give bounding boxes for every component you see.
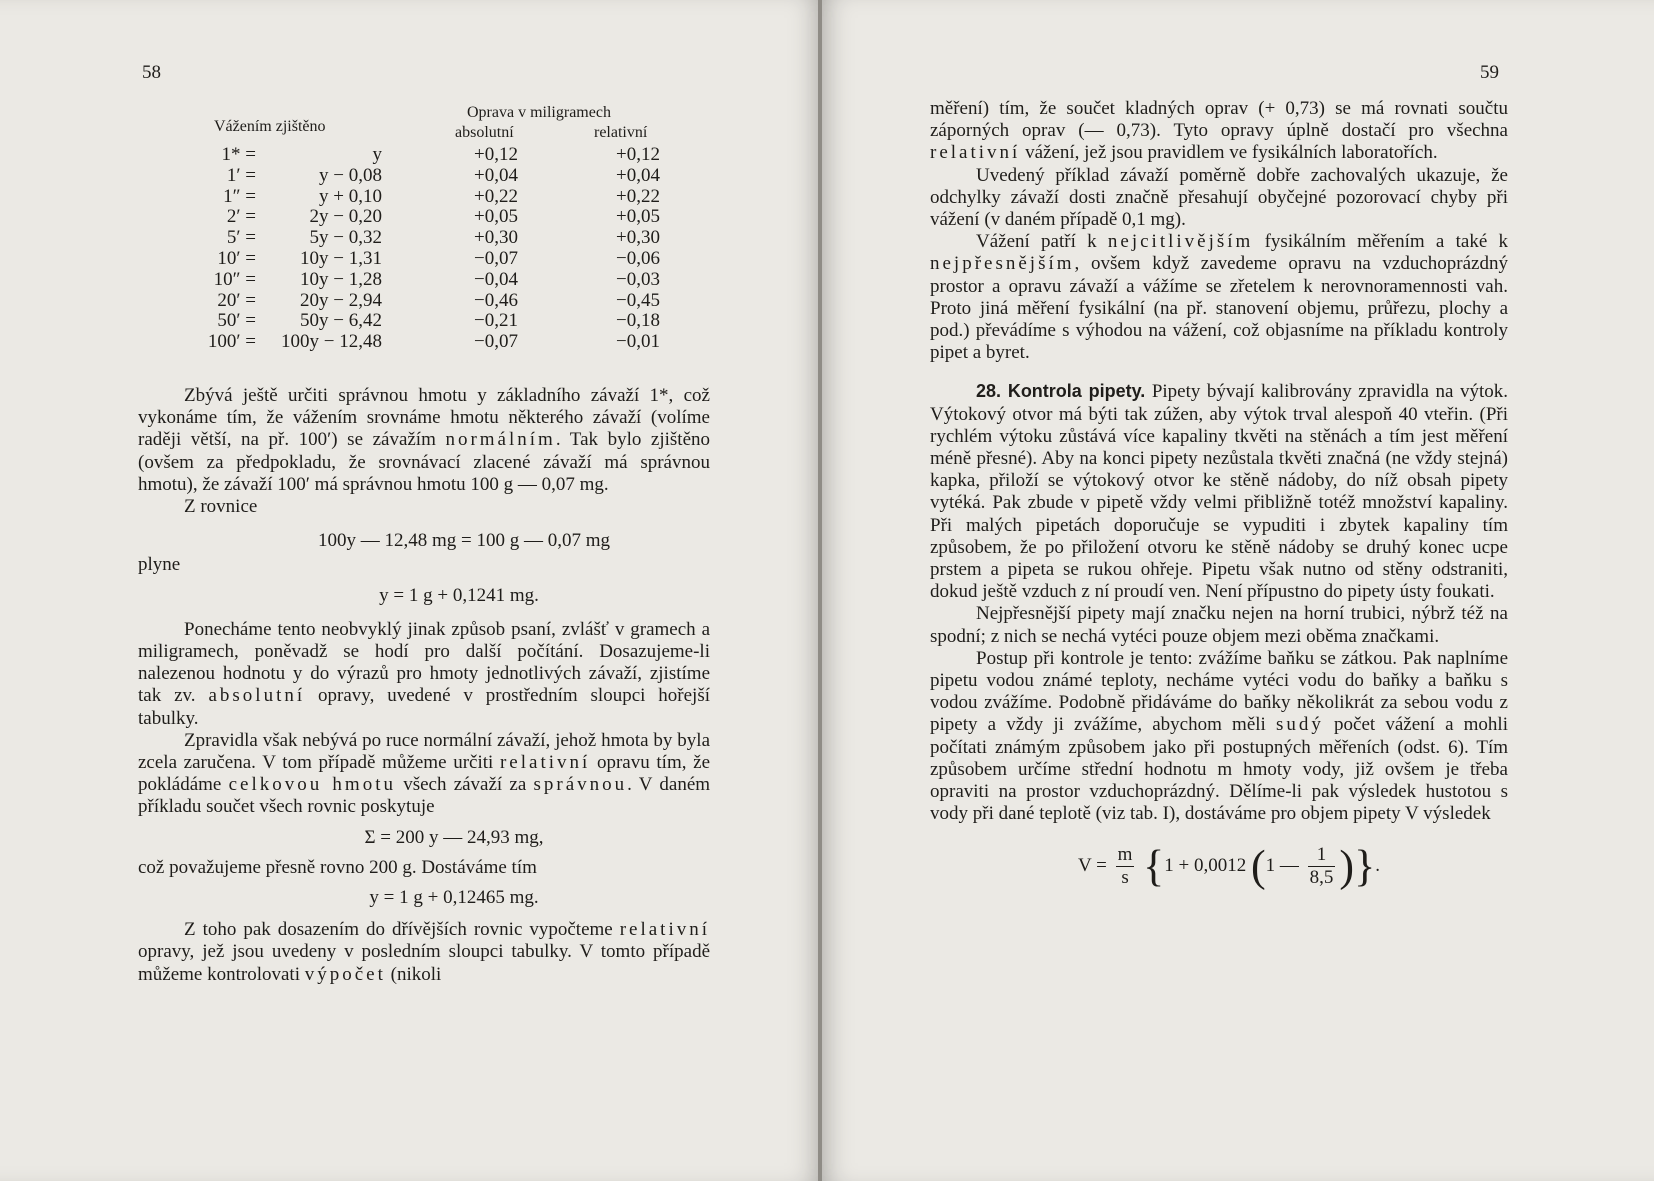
paragraph: Ponecháme tento neobvyklý jinak způsob psaní, zvlášť v gramech a miligramech, poněvadž se hodí pro další počítání. Dosazujeme-li nalezenou hodnotu y do výrazů pro hmoty jednotlivých závaží, zjistíme tak zv. absolutní opravy, uvedené v prostředním sloupci hořejší tabulky. — [138, 618, 711, 729]
table-cell-name: 10″ = — [213, 268, 256, 290]
table-cell-name: 10′ = — [217, 248, 256, 269]
table-header-group: Oprava v miligramech — [467, 104, 611, 121]
table-cell-abs: +0,12 — [474, 144, 518, 165]
table-cell-expr: y − 0,08 — [319, 164, 382, 186]
paragraph: Zbývá ještě určiti správnou hmotu y základního závaží 1*, což vykonáme tím, že vážením srovnáme hmotu některého závaží (volíme raději větší, na př. 100′) se závažím normálním. Tak bylo zjištěno (ovšem za předpokladu, že srovnávací zlacené závaží má správnou hmotu), že závaží 100′ má správnou hmotu 100 g — 0,07 mg. — [138, 385, 711, 495]
table-cell-name: 1″ = — [223, 185, 256, 207]
paragraph: 28. Kontrola pipety. Pipety bývají kalibrovány zpravidla na výtok. Výtokový otvor má býti tak zúžen, aby výtok trval alespoň 40 vteřin. (Při rychlém výtoku zůstává více kapaliny tkvěti na stěnách a tím jest měření méně přesné). Aby na konci pipety nezůstala tkvěti značná (ne vždy stejná) kapka, přiloží se výtokový otvor ke stěně nádoby, do níž obsah pipety vytéká. Pak zbude v pipetě vždy velmi přibližně totéž množství kapaliny. Při malých pipetách doporučuje se vypuditi i zbytek kapaliny tím způsobem, že po přiložení otvoru ke stěně nádoby se druhý konec ucpe prstem a pipeta se rukou ohřeje. Pipetu však nutno od stěny odstraniti, dokud ještě vzduch z ní proudí ven. Není přípustno do pipety ústy foukati. — [930, 381, 1508, 603]
table-cell-abs: −0,46 — [474, 289, 518, 311]
table-cell-name: 100′ = — [207, 331, 256, 353]
table-cell-abs: −0,04 — [474, 268, 518, 290]
table-cell-expr: 50y − 6,42 — [300, 310, 382, 332]
table-cell-abs: +0,30 — [474, 227, 518, 249]
paragraph: Zpravidla však nebývá po ruce normální závaží, jehož hmota by byla zcela zaručena. V tom případě můžeme určiti relativní opravu tím, že pokládáme celkovou hmotu všech závaží za správnou. V daném příkladu součet všech rovnic poskytuje — [138, 729, 711, 818]
table-cell-name: 50′ = — [217, 310, 256, 332]
table-cell-expr: 10y − 1,31 — [300, 248, 382, 269]
equation: y = 1 g + 0,1241 mg. — [379, 584, 539, 606]
paragraph: Z rovnice — [184, 496, 258, 518]
table-cell-rel: −0,03 — [616, 268, 660, 290]
right-page — [822, 0, 1654, 1181]
table-cell-expr: 100y − 12,48 — [281, 331, 382, 353]
table-cell-abs: −0,07 — [474, 331, 518, 353]
table-cell-rel: −0,45 — [616, 289, 660, 311]
table-cell-expr: 10y − 1,28 — [300, 268, 382, 290]
paragraph: měření) tím, že součet kladných oprav (+ 0,73) se má rovnati součtu záporných oprav (— 0,73). Tyto opravy úplně dostačí pro všechna relativní vážení, jež jsou pravidlem ve fysikálních laboratořích. — [930, 98, 1508, 164]
table-cell-expr: 5y − 0,32 — [309, 227, 382, 249]
table-cell-rel: −0,18 — [616, 310, 660, 332]
table-cell-abs: +0,22 — [474, 185, 518, 207]
table-cell-abs: +0,04 — [474, 164, 518, 186]
right-text-column — [930, 98, 1508, 897]
table-cell-name: 2′ = — [226, 206, 256, 228]
table-cell-abs: −0,21 — [474, 310, 518, 332]
table-cell-rel: +0,05 — [616, 206, 660, 228]
page-number-right: 59 — [1480, 62, 1499, 83]
paragraph: Z toho pak dosazením do dřívějších rovnic vypočteme relativní opravy, jež jsou uvedeny v posledním sloupci tabulky. V tomto případě můžeme kontrolovati výpočet (nikoli — [138, 919, 711, 985]
left-page — [0, 0, 820, 1181]
page-number-left: 58 — [142, 62, 161, 83]
table-cell-name: 5′ = — [226, 227, 256, 249]
table-cell-rel: −0,06 — [616, 248, 660, 269]
table-header-absolute: absolutní — [455, 124, 514, 141]
table-cell-rel: +0,12 — [616, 144, 660, 165]
pipette-volume-formula: V = $\frac{m}{s}$ {1 + 0,0012 (1 — $\frac{1}{8,5}$ )}. — [1078, 841, 1380, 891]
table-cell-rel: +0,30 — [616, 227, 660, 249]
table-header-measured: Vážením zjištěno — [214, 118, 326, 135]
paragraph: plyne — [138, 554, 181, 576]
paragraph: Postup při kontrole je tento: zvážíme baňku se zátkou. Pak naplníme pipetu vodou známé teploty, necháme vytéci vodu do baňky a baňku s vodou zvážíme. Podobně přidáváme do baňky několikrát za sebou vodu z pipety a vždy ji zvážíme, abychom měli sudý počet vážení a mohli počítati známým způsobem jako při postupných měřeních (odst. 6). Tím způsobem určíme střední hodnotu m hmoty vody, již ovšem je třeba opraviti na prostor vzduchoprázdný. Dělíme-li pak výsledek hustotou s vody při dané teplotě (viz tab. I), dostáváme pro objem pipety V výsledek — [930, 647, 1508, 825]
table-cell-abs: +0,05 — [474, 206, 518, 228]
paragraph: Uvedený příklad závaží poměrně dobře zachovalých ukazuje, že odchylky závaží dosti značně přesahují obyčejné pozorovací chyby při vážení (v daném případě 0,1 mg). — [930, 164, 1508, 231]
paragraph: Nejpřesnější pipety mají značku nejen na horní trubici, nýbrž též na spodní; z nich se nechá vytéci pouze objem mezi oběma značkami. — [930, 603, 1508, 647]
left-text-column — [138, 385, 710, 986]
table-cell-expr: y — [372, 144, 382, 165]
equation: 100y — 12,48 mg = 100 g — 0,07 mg — [317, 530, 611, 552]
table-cell-expr: 20y − 2,94 — [300, 289, 382, 311]
equation: y = 1 g + 0,12465 mg. — [369, 887, 539, 909]
paragraph: což považujeme přesně rovno 200 g. Dostáváme tím — [138, 856, 537, 878]
section-heading: 28. Kontrola pipety. — [976, 381, 1146, 402]
table-cell-expr: 2y − 0,20 — [309, 206, 382, 228]
paragraph: Vážení patří k nejcitlivějším fysikálním měřením a také k nejpřesnějším, ovšem když zavedeme opravu na vzduchoprázdný prostor a opravu závaží a vážíme se zřetelem k nerovnoramennosti vah. Proto jiná měření fysikální (na př. stanovení objemu, průřezu, plochy a pod.) převádíme s výhodou na vážení, což objasníme na příkladu kontroly pipet a byret. — [930, 231, 1509, 364]
table-cell-name: 1* = — [221, 144, 256, 165]
table-header-relative: relativní — [594, 124, 648, 141]
table-cell-expr: y + 0,10 — [319, 185, 382, 207]
equation: Σ = 200 y — 24,93 mg, — [364, 826, 544, 848]
table-cell-abs: −0,07 — [474, 248, 518, 269]
table-cell-rel: +0,22 — [616, 185, 660, 207]
table-cell-name: 1′ = — [226, 164, 256, 186]
table-cell-name: 20′ = — [217, 289, 256, 311]
table-cell-rel: +0,04 — [616, 164, 660, 186]
table-cell-rel: −0,01 — [616, 331, 660, 353]
